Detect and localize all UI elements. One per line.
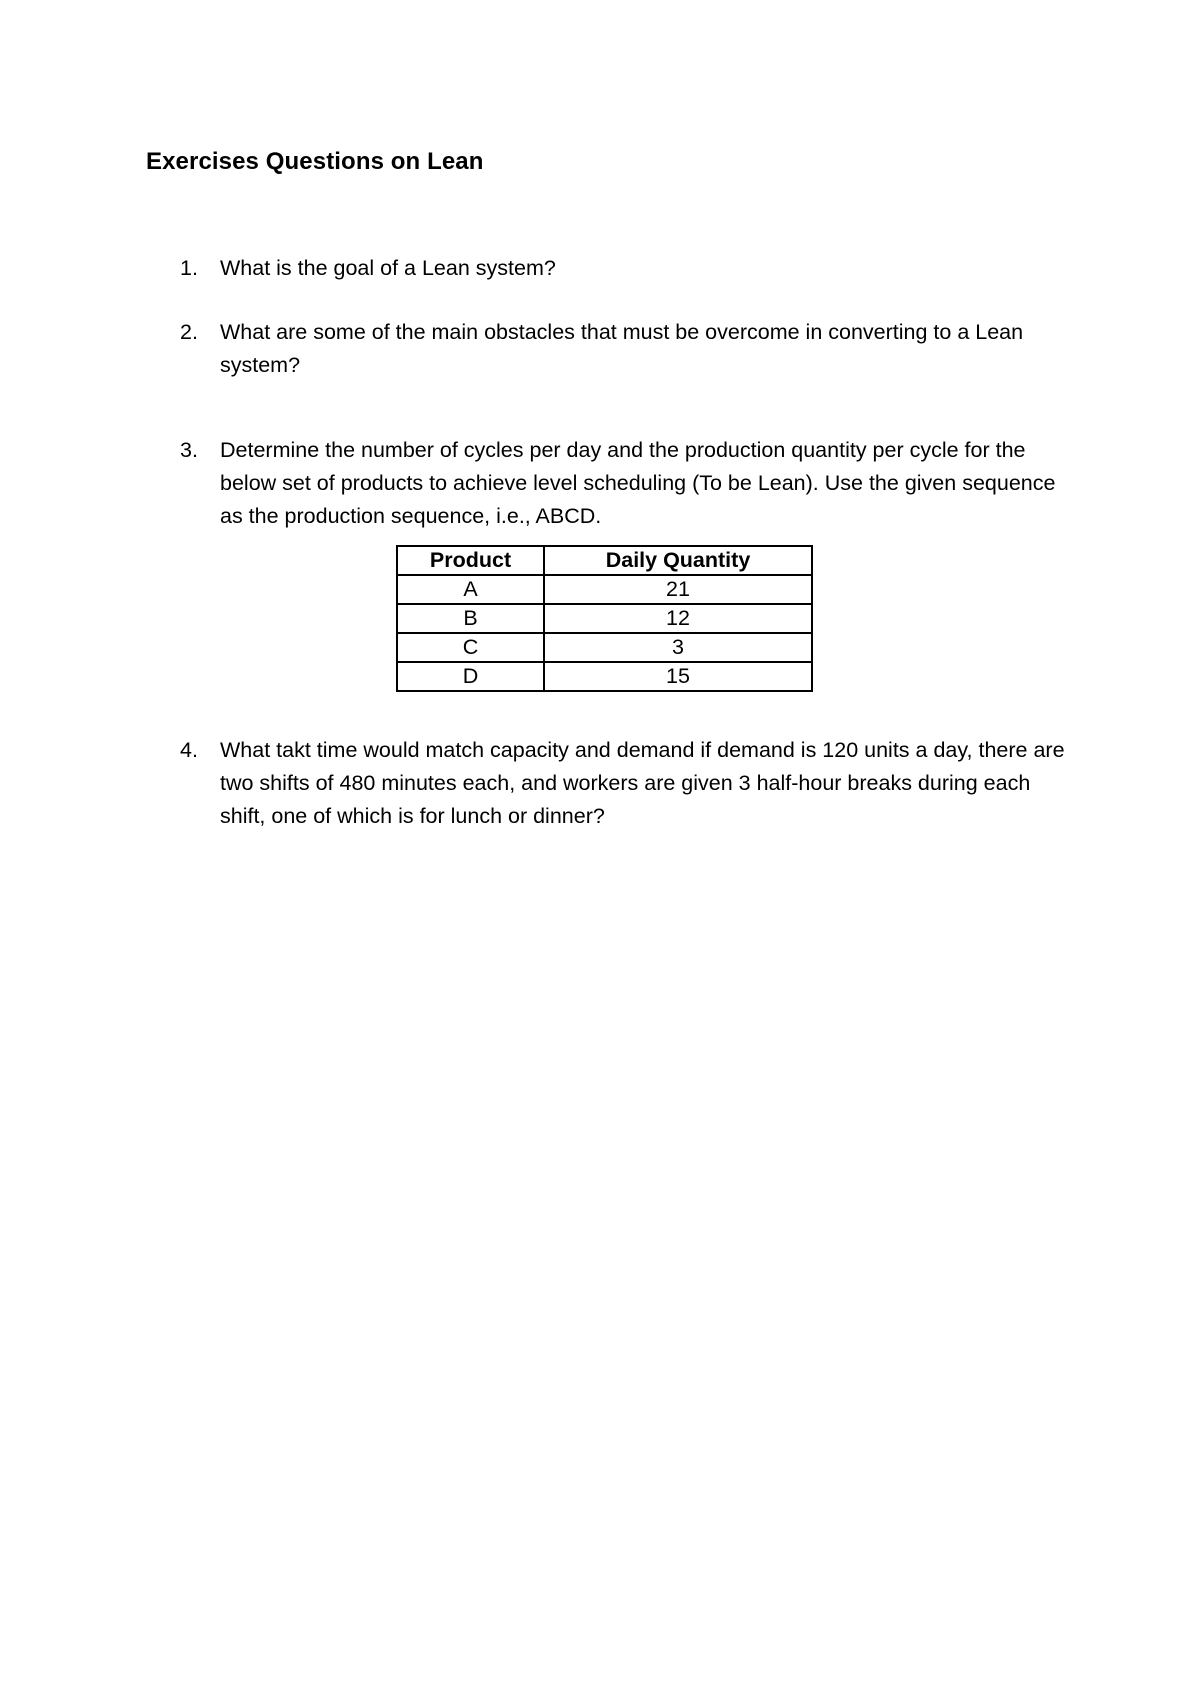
question-text: What is the goal of a Lean system? [220,256,556,280]
table-cell-product: A [397,575,544,604]
question-number: 4. [180,738,198,762]
table-header-daily-quantity: Daily Quantity [544,546,812,575]
table-row [397,575,812,604]
table-header-row [397,546,812,575]
table-cell-quantity: 21 [544,575,812,604]
table-cell-product: C [397,633,544,662]
table-cell-quantity: 3 [544,633,812,662]
question-number: 3. [180,438,198,462]
table-header-product: Product [397,546,544,575]
table-row [397,633,812,662]
table-row [397,604,812,633]
question-text: Determine the number of cycles per day and the production quantity per cycle for the below set of products to achieve level scheduling (To be Lean). Use the given sequence as the production sequence, i.e., ABCD. [220,438,1056,528]
question-text: What are some of the main obstacles that must be overcome in converting to a Lean system? [220,320,1024,377]
question-number: 1. [180,256,198,280]
product-quantity-table [396,545,813,692]
question-text: What takt time would match capacity and demand if demand is 120 units a day, there are two shifts of 480 minutes each, and workers are given 3 half-hour breaks during each shift, one of which is for lunch or dinner? [220,738,1065,828]
table-cell-product: D [397,662,544,691]
table-cell-quantity: 15 [544,662,812,691]
table-cell-product: B [397,604,544,633]
document-title: Exercises Questions on Lean [146,148,484,175]
table-cell-quantity: 12 [544,604,812,633]
table-row [397,662,812,691]
question-number: 2. [180,320,198,344]
